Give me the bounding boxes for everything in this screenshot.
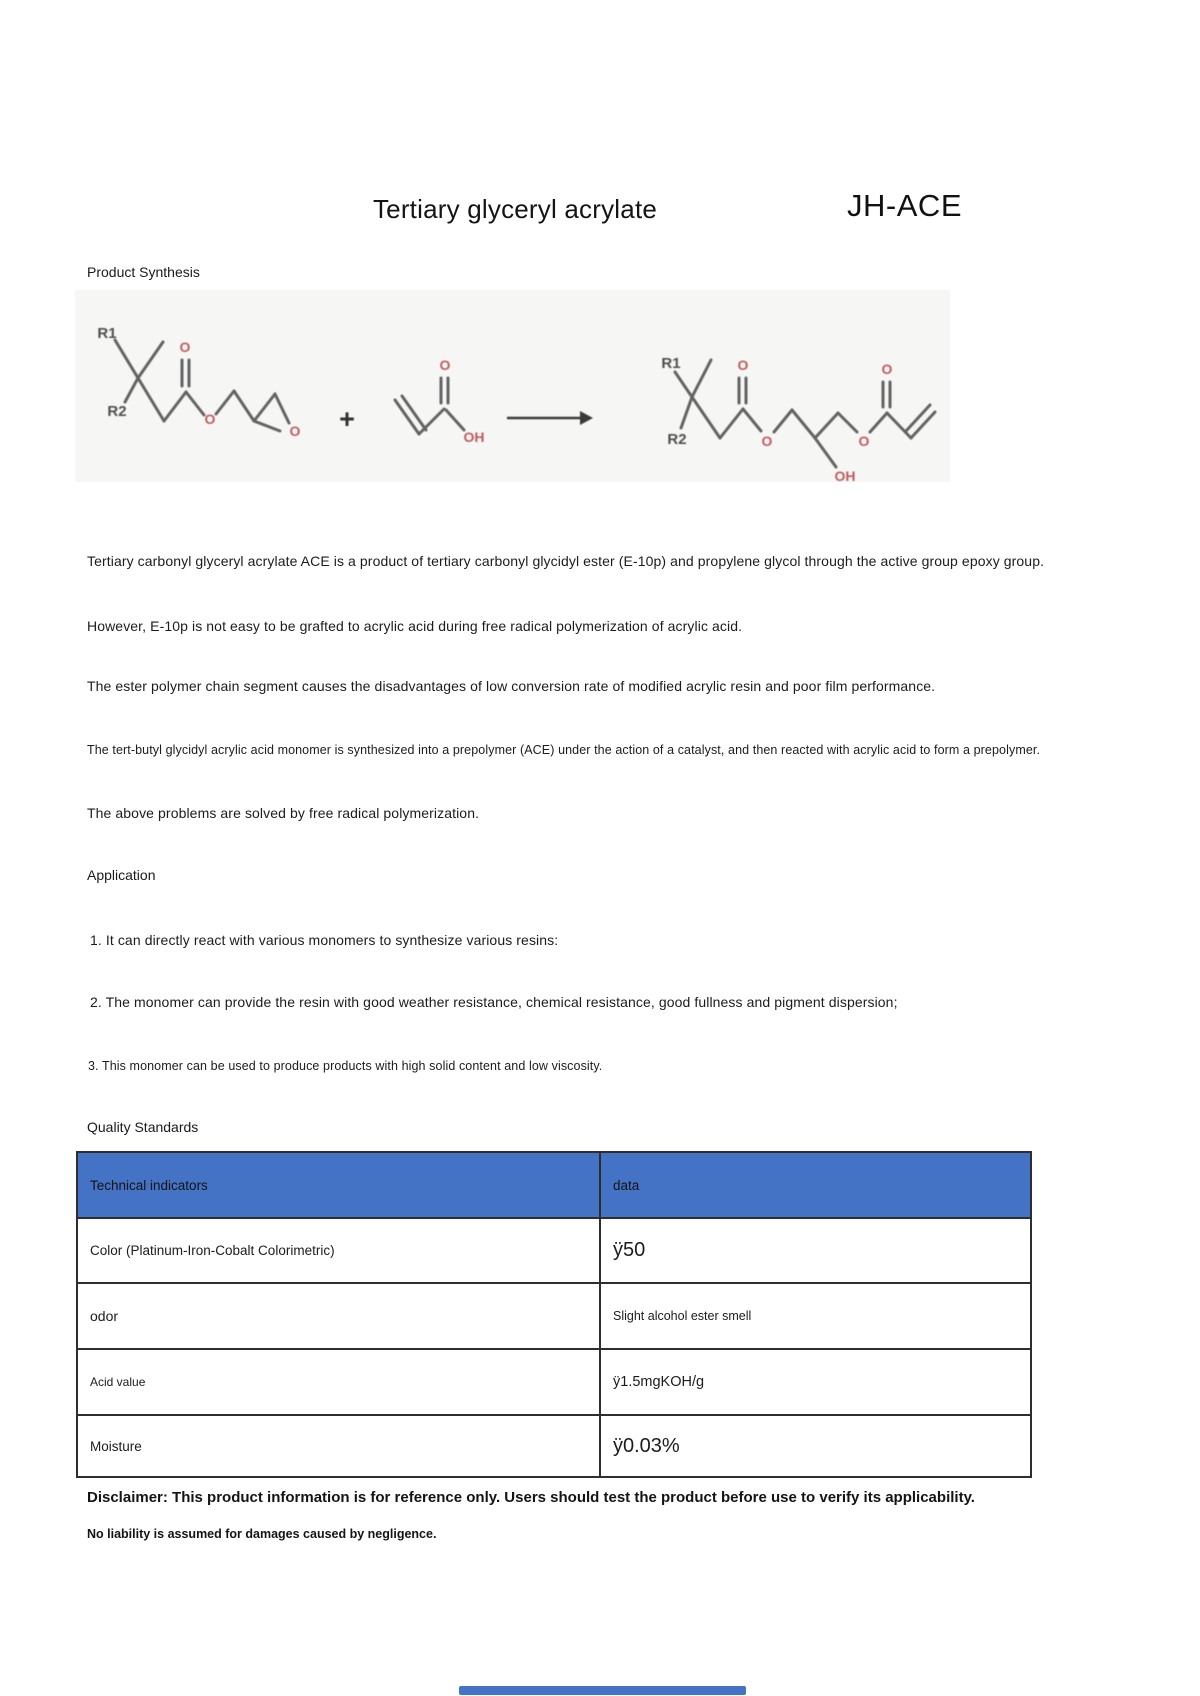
paragraph: The above problems are solved by free radical polymerization. — [87, 805, 480, 821]
reaction-arrow — [507, 411, 593, 425]
r2-label: R2 — [107, 403, 127, 420]
oxygen-atom-label: O — [881, 361, 893, 377]
reaction-scheme-svg — [75, 290, 950, 482]
r1-label: R1 — [661, 355, 681, 372]
column-header-data: data — [600, 1152, 1031, 1218]
paragraph: However, E-10p is not easy to be grafted to acrylic acid during free radical polymerization of acrylic acid. — [87, 618, 743, 634]
table-row — [77, 1415, 1031, 1477]
quality-standards-table — [76, 1151, 1032, 1478]
acrylic-acid-structure — [395, 357, 485, 445]
paragraph: The tert-butyl glycidyl acrylic acid monomer is synthesized into a prepolymer (ACE) under the action of a catalyst, and then reacted with acrylic acid to form a prepolymer. — [87, 743, 1041, 757]
indicator-cell: Color (Platinum-Iron-Cobalt Colorimetric) — [77, 1218, 600, 1283]
page-title: Tertiary glyceryl acrylate — [372, 194, 658, 224]
oxygen-atom-label: O — [204, 411, 216, 427]
value-cell: ÿ0.03% — [600, 1415, 1031, 1477]
paragraph: The ester polymer chain segment causes the disadvantages of low conversion rate of modified acrylic resin and poor film performance. — [87, 678, 936, 694]
r1-label: R1 — [97, 325, 117, 342]
column-header-technical-indicators: Technical indicators — [77, 1152, 600, 1218]
page-footer-bar — [459, 1686, 746, 1695]
indicator-cell: odor — [77, 1283, 600, 1349]
application-item: 3. This monomer can be used to produce products with high solid content and low viscosity. — [88, 1059, 603, 1073]
table-row — [77, 1283, 1031, 1349]
disclaimer-text: Disclaimer: This product information is for reference only. Users should test the product before use to verify its applicability. — [87, 1489, 975, 1506]
product-structure — [661, 355, 935, 482]
value-cell: Slight alcohol ester smell — [600, 1283, 1031, 1349]
table-row — [77, 1349, 1031, 1415]
liability-text: No liability is assumed for damages caused by negligence. — [87, 1527, 437, 1541]
indicator-cell: Acid value — [77, 1349, 600, 1415]
value-cell: ÿ50 — [600, 1218, 1031, 1283]
oxygen-atom-label: O — [179, 339, 191, 355]
glycidyl-ester-structure — [97, 325, 300, 439]
value-cell: ÿ1.5mgKOH/g — [600, 1349, 1031, 1415]
product-code: JH-ACE — [847, 188, 962, 223]
paragraph: Tertiary carbonyl glyceryl acrylate ACE is a product of tertiary carbonyl glycidyl ester (E-10p) and propylene glycol through the active group epoxy group. — [87, 553, 1045, 569]
section-heading-quality-standards: Quality Standards — [87, 1119, 199, 1135]
hydroxyl-label: OH — [463, 429, 485, 445]
reaction-scheme-image — [75, 290, 950, 482]
application-item: 1. It can directly react with various monomers to synthesize various resins: — [90, 932, 559, 948]
indicator-cell: Moisture — [77, 1415, 600, 1477]
section-heading-product-synthesis: Product Synthesis — [87, 264, 200, 280]
oxygen-atom-label: O — [761, 433, 773, 449]
application-item: 2. The monomer can provide the resin with good weather resistance, chemical resistance, good fullness and pigment dispersion; — [90, 994, 898, 1010]
oxygen-atom-label: O — [439, 357, 451, 373]
oxygen-atom-label: O — [737, 357, 749, 373]
r2-label: R2 — [667, 431, 687, 448]
oxygen-atom-label: O — [858, 433, 870, 449]
section-heading-application: Application — [87, 867, 156, 883]
table-header-row — [77, 1152, 1031, 1218]
table-row — [77, 1218, 1031, 1283]
oxygen-atom-label: O — [289, 423, 301, 439]
plus-sign: + — [339, 404, 355, 434]
hydroxyl-label: OH — [834, 468, 856, 482]
